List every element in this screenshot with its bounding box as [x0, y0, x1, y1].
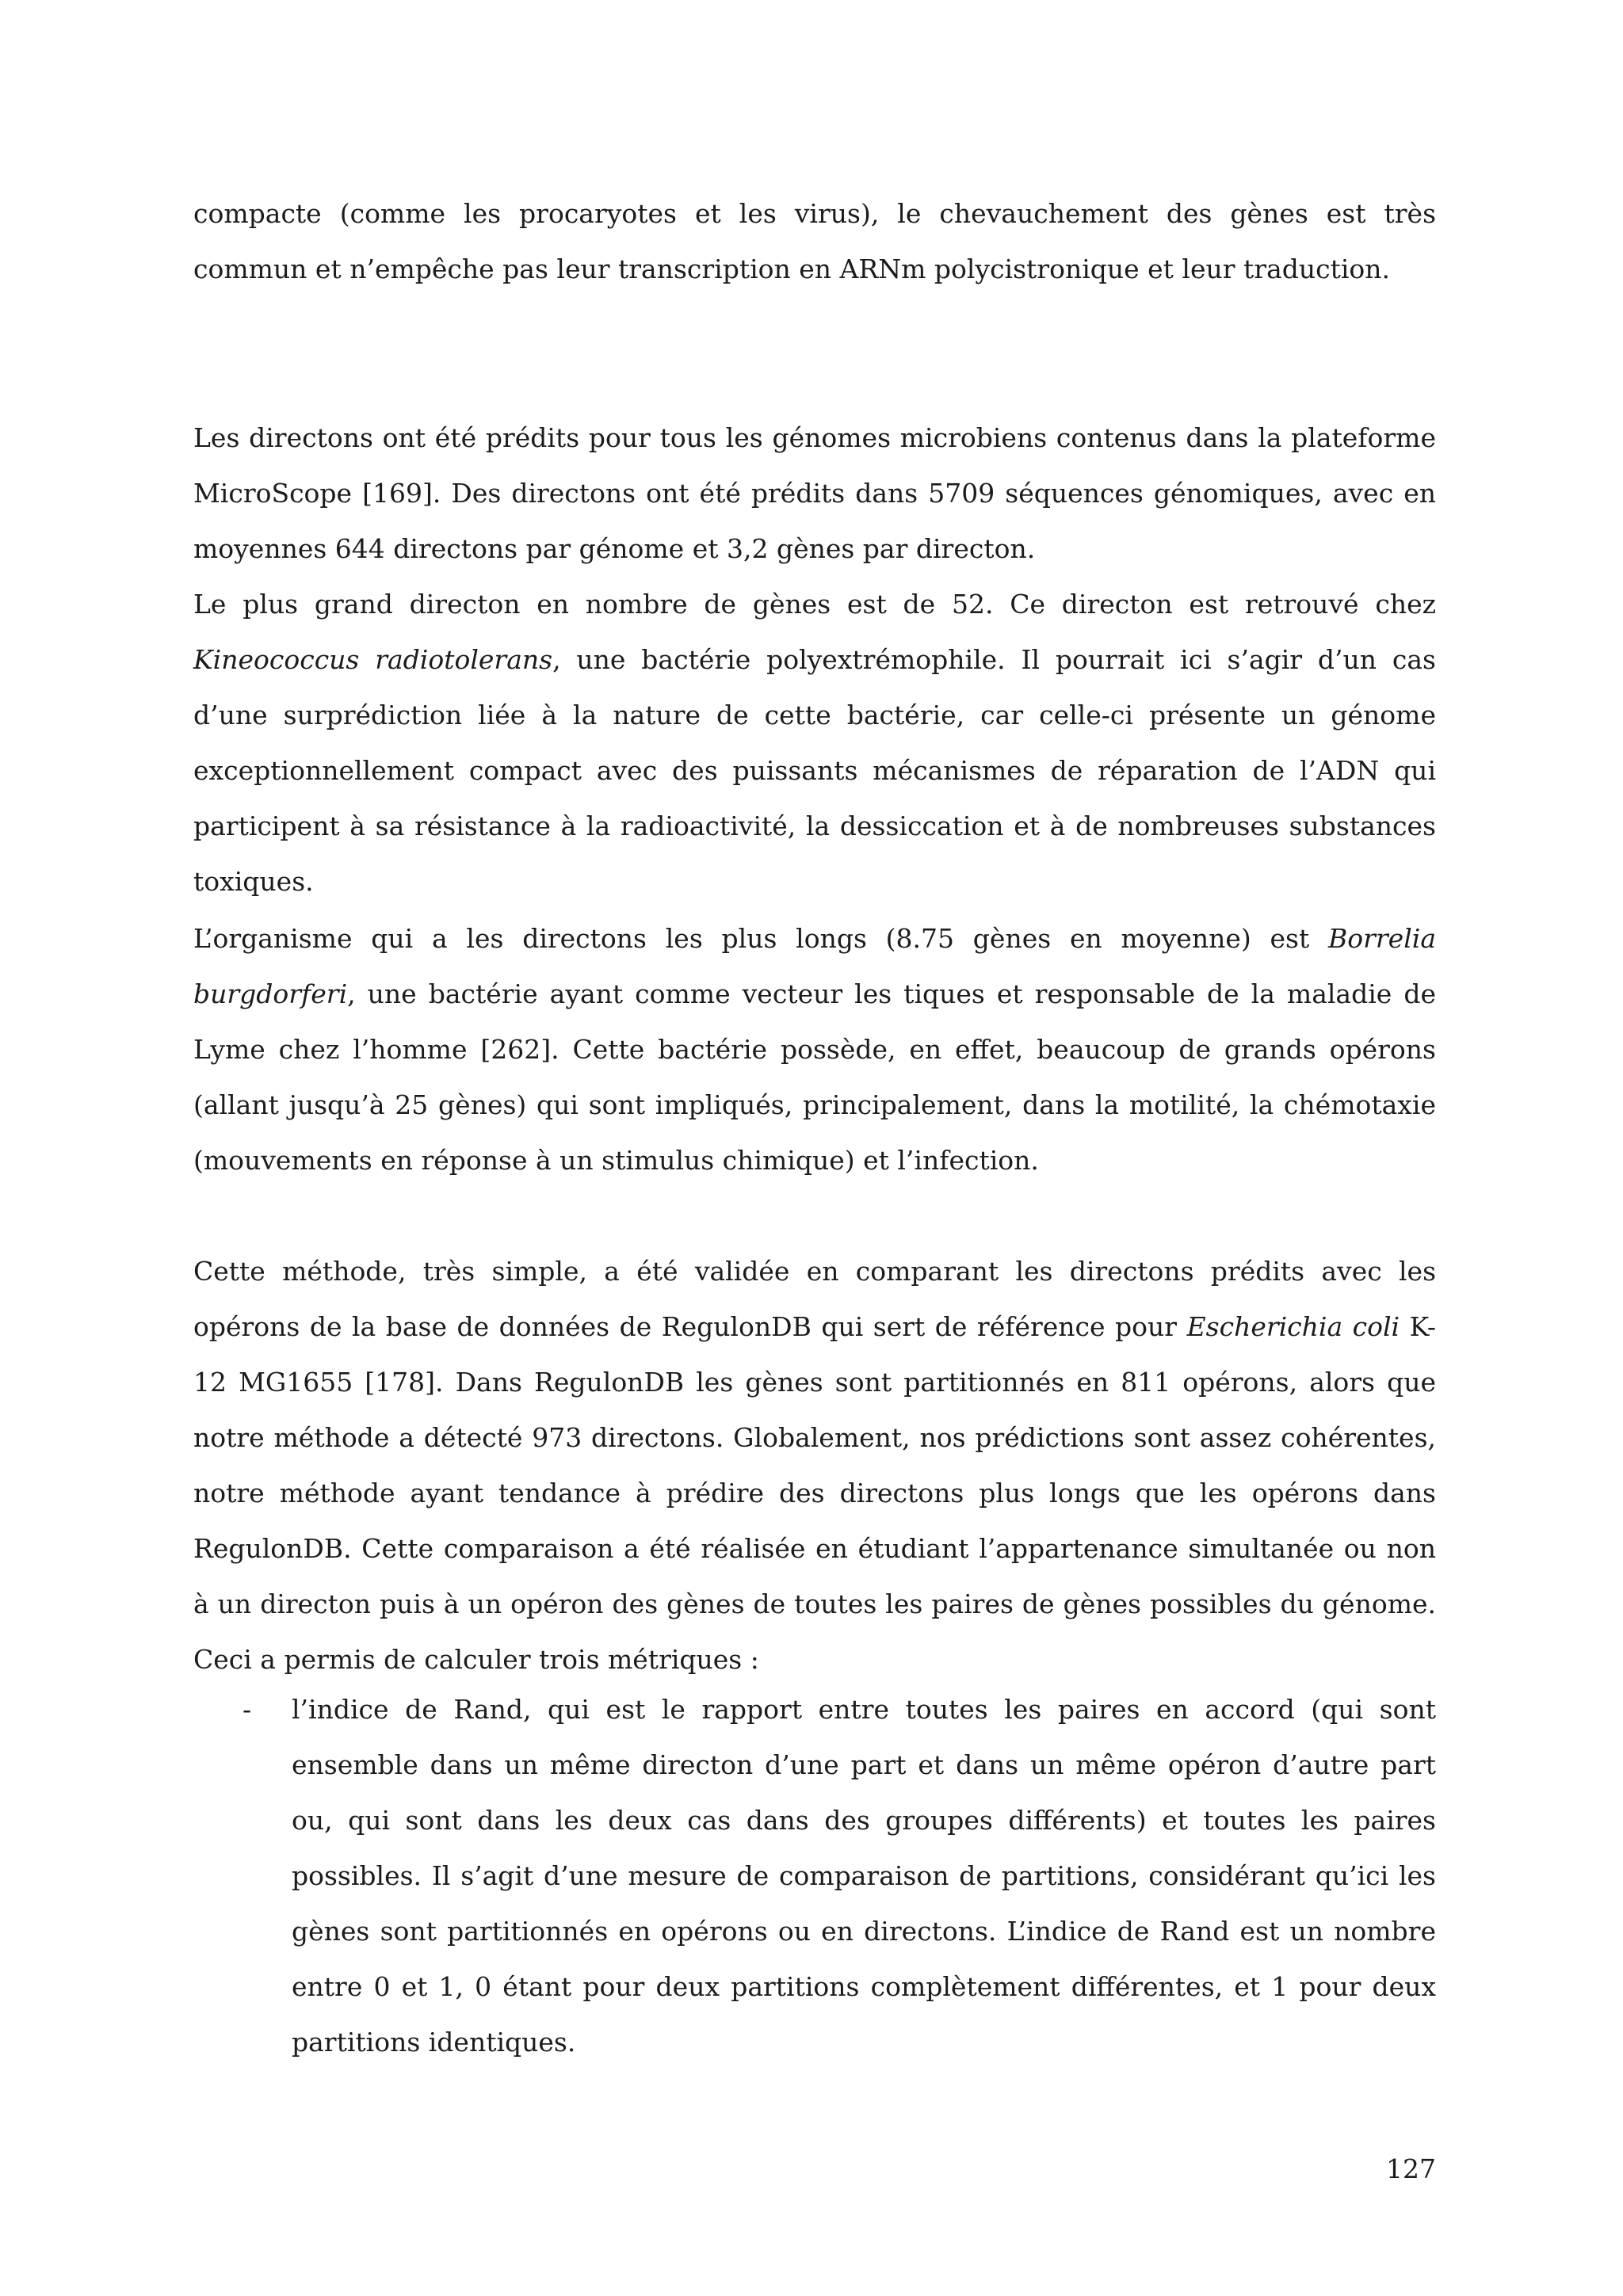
text-segment: K-12 MG1655 [178]. Dans RegulonDB les gènes sont partitionnés en 811 opérons, alors que notre méthode a détecté 973 directons. Globalement, nos prédictions sont assez cohérentes, notre méthode ayant tendance à prédire des directons plus longs que les opérons dans RegulonDB. Cette comparaison a été réalisée en étudiant l’appartenance simultanée ou non à un directon puis à un opéron des gènes de toutes les paires de gènes possibles du génome. Ceci a permis de calculer trois métriques :	[193, 1311, 1437, 1675]
page-number: 127	[1386, 2153, 1436, 2184]
paragraph-directons-prediction	[193, 410, 1436, 910]
text-segment: , une bactérie ayant comme vecteur les tiques et responsable de la maladie de Lyme chez l’homme [262]. Cette bactérie possède, en effet, beaucoup de grands opérons (allant jusqu’à 25 gènes) qui sont impliqués, principalement, dans la motilité, la chémotaxie (mouvements en réponse à un stimulus chimique) et l’infection.	[193, 978, 1436, 1176]
paragraph-method-validation	[193, 1244, 1436, 1688]
species-name: Escherichia coli	[1186, 1311, 1400, 1342]
list-item-text: l’indice de Rand, qui est le rapport entre toutes les paires en accord (qui sont ensemble dans un même directon d’une part et dans un même opéron d’autre part ou, qui sont dans les deux cas dans des groupes différents) et toutes les paires possibles. Il s’agit d’une mesure de comparaison de partitions, considérant qu’ici les gènes sont partitionnés en opérons ou en directons. L’indice de Rand est un nombre entre 0 et 1, 0 étant pour deux partitions complètement différentes, et 1 pour deux partitions identiques.	[292, 1694, 1436, 2058]
species-name: Kineococcus radiotolerans	[193, 644, 553, 675]
list-item	[193, 1682, 1436, 2070]
paragraph-borrelia	[193, 911, 1436, 1188]
list-marker: -	[242, 1694, 252, 1725]
paragraph-text	[193, 911, 1436, 1188]
paragraph-text	[193, 1244, 1436, 1688]
text-segment: L’organisme qui a les directons les plus longs (8.75 gènes en moyenne) est	[193, 923, 1329, 954]
metrics-list	[193, 1682, 1436, 2070]
paragraph-overlapping-genes	[193, 186, 1436, 297]
paragraph-text	[193, 410, 1436, 577]
text-segment: compacte (comme les procaryotes et les virus), le chevauchement des gènes est très commun et n’empêche pas leur transcription en ARNm polycistronique et leur traduction.	[193, 198, 1436, 284]
text-segment: Cette méthode, très simple, a été validée en comparant les directons prédits avec les opérons de la base de données de RegulonDB qui sert de référence pour	[193, 1256, 1436, 1342]
text-segment: Le plus grand directon en nombre de gènes est de 52. Ce directon est retrouvé chez	[193, 589, 1436, 620]
text-segment: Les directons ont été prédits pour tous les génomes microbiens contenus dans la plateforme MicroScope [169]. Des directons ont été prédits dans 5709 séquences génomiques, avec en moyennes 644 directons par génome et 3,2 gènes par directon.	[193, 422, 1436, 564]
text-segment: , une bactérie polyextrémophile. Il pourrait ici s’agir d’un cas d’une surprédiction liée à la nature de cette bactérie, car celle-ci présente un génome exceptionnellement compact avec des puissants mécanismes de réparation de l’ADN qui participent à sa résistance à la radioactivité, la dessiccation et à de nombreuses substances toxiques.	[193, 644, 1436, 897]
paragraph-text	[193, 577, 1436, 910]
species-name: Borrelia burgdorferi	[193, 923, 1436, 1009]
paragraph-text	[193, 186, 1436, 297]
